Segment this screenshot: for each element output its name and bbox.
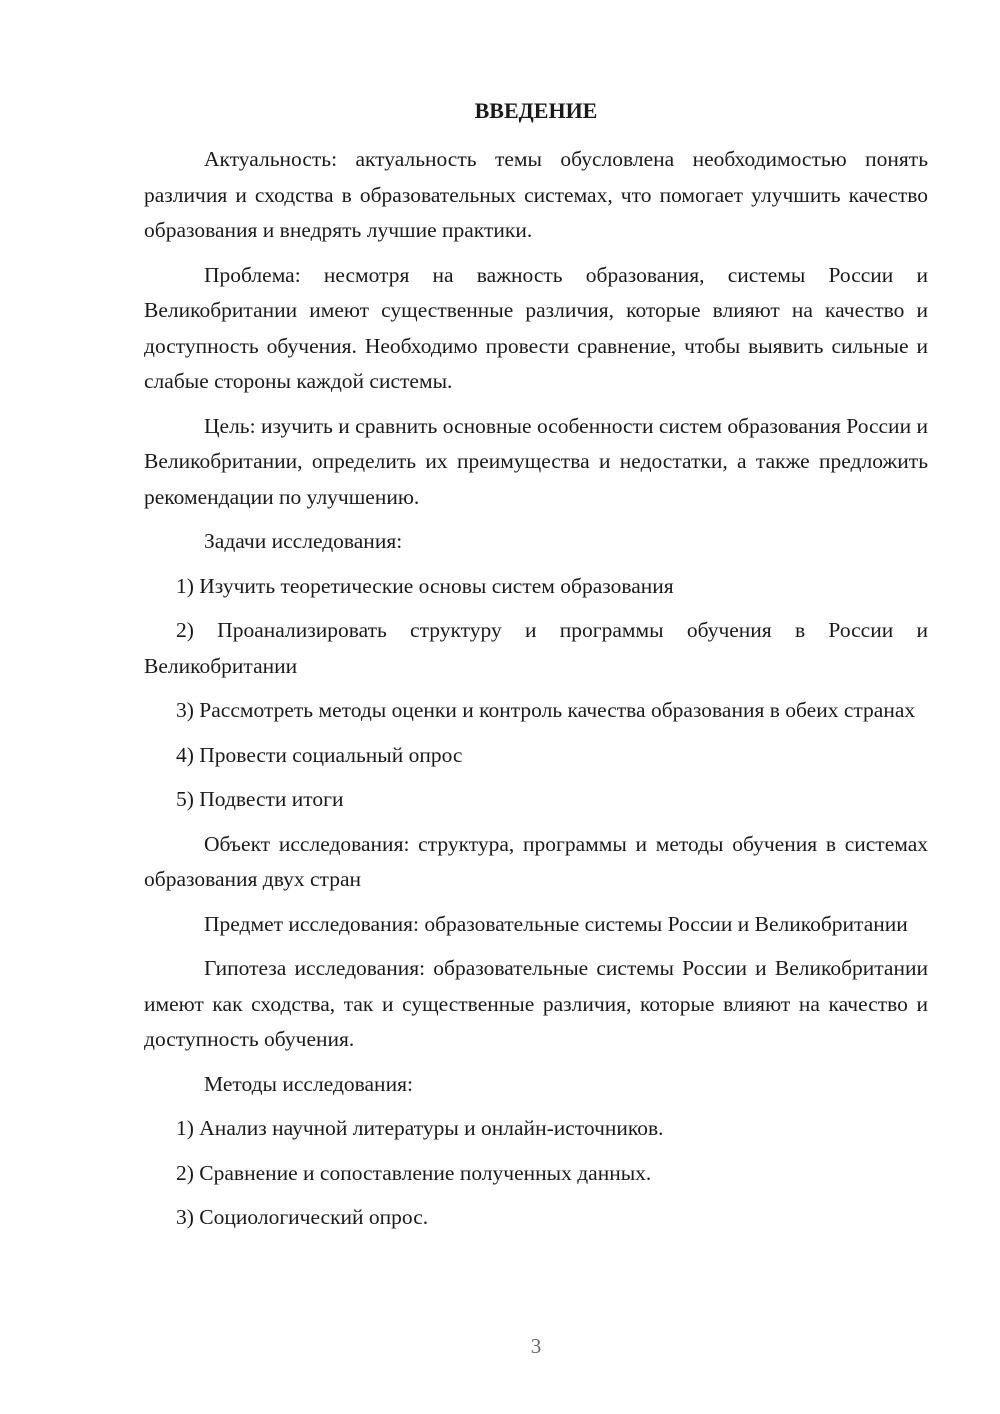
task-item: 4) Провести социальный опрос — [176, 742, 463, 767]
task-item: 3) Рассмотреть методы оценки и контроль качества образования в обеих странах — [176, 698, 916, 722]
paragraph-tasks-heading: Задачи исследования: — [204, 529, 403, 553]
page-number: 3 — [530, 1334, 542, 1358]
task-item: 1) Изучить теоретические основы систем образования — [176, 573, 674, 598]
paragraph-subject: Предмет исследования: образовательные системы России и Великобритании — [204, 911, 908, 936]
paragraph-hypothesis: Гипотеза исследования: образовательные системы России и Великобритании имеют как сходства, так и существенные различия, которые влияют на качество и доступность обучения. — [144, 956, 928, 1051]
body-text — [144, 142, 928, 1245]
task-item: 5) Подвести итоги — [176, 787, 344, 811]
method-item: 3) Социологический опрос. — [176, 1205, 429, 1229]
task-item: 2) Проанализировать структуру и программы обучения в России и Великобритании — [144, 618, 928, 678]
paragraph-object: Объект исследования: структура, программы и методы обучения в системах образования двух стран — [144, 831, 928, 891]
paragraph-goal: Цель: изучить и сравнить основные особенности систем образования России и Великобритании, определить их преимущества и недостатки, а также предложить рекомендации по улучшению. — [144, 413, 928, 509]
paragraph-problem: Проблема: несмотря на важность образования, системы России и Великобритании имеют существенные различия, которые влияют на качество и доступность обучения. Необходимо провести сравнение, чтобы выявить сильные и слабые стороны каждой системы. — [144, 262, 928, 393]
method-item: 1) Анализ научной литературы и онлайн-источников. — [176, 1116, 664, 1140]
method-item: 2) Сравнение и сопоставление полученных данных. — [176, 1160, 652, 1185]
page-title: ВВЕДЕНИЕ — [474, 98, 598, 123]
paragraph-methods-heading: Методы исследования: — [204, 1071, 413, 1096]
paragraph-relevance: Актуальность: актуальность темы обусловлена необходимостью понять различия и сходства в образовательных системах, что помогает улучшить качество образования и внедрять лучшие практики. — [144, 147, 928, 242]
